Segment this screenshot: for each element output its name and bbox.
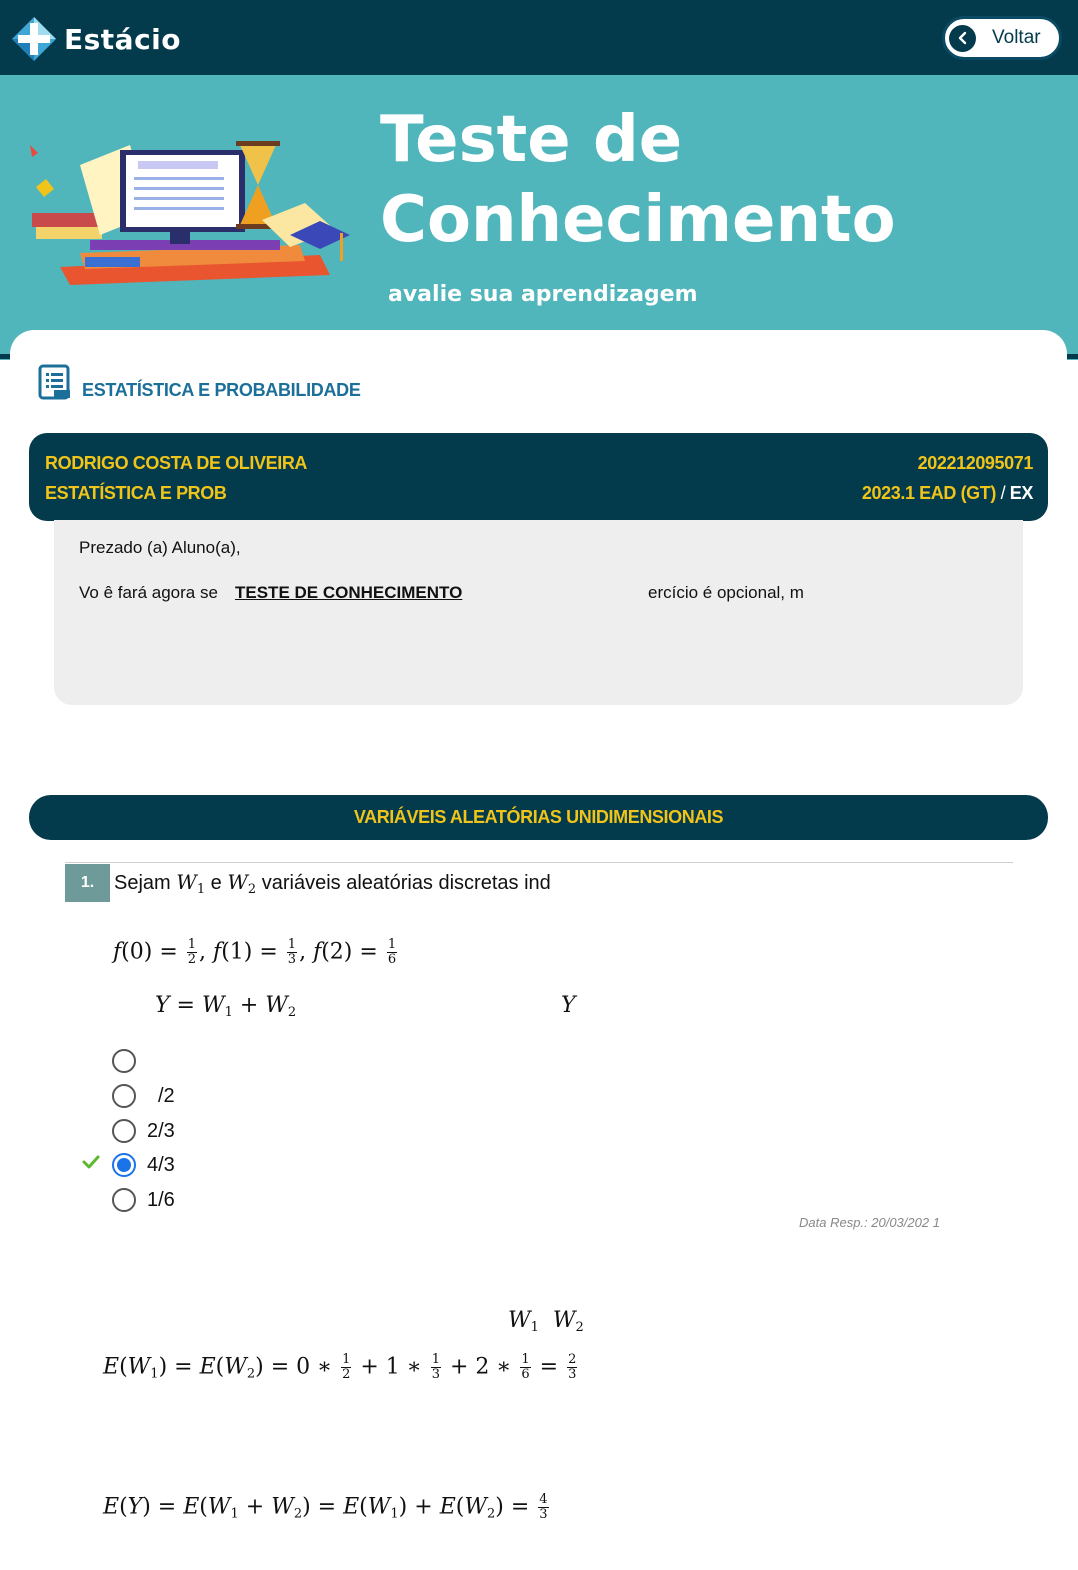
- radio-button[interactable]: [112, 1049, 136, 1073]
- hero-subtitle: avalie sua aprendizagem: [388, 282, 698, 307]
- option-label: 2/3: [147, 1119, 175, 1142]
- topic-bar: [29, 795, 1048, 840]
- stem-w2-sub: 2: [247, 882, 257, 897]
- notice-text-highlight: TESTE DE CONHECIMENTO: [235, 583, 463, 602]
- stem-var-w1: [176, 870, 206, 897]
- question-number: 1.: [65, 864, 110, 902]
- brand-logo[interactable]: [10, 15, 181, 63]
- sum-definition-formula: $Y = W_1 + W_2$: [155, 993, 297, 1020]
- student-info-box: [29, 433, 1048, 521]
- hero-title: [380, 100, 896, 260]
- back-button-label: Voltar: [992, 27, 1041, 48]
- option-label: /2: [158, 1084, 175, 1107]
- clipboard-list-icon: [38, 364, 72, 400]
- option-3[interactable]: [112, 1118, 175, 1144]
- radio-button[interactable]: [112, 1084, 136, 1108]
- class-code-yellow: 2023.1 EAD (GT): [861, 483, 996, 503]
- option-1[interactable]: [112, 1048, 147, 1074]
- class-code-white: EX: [1009, 483, 1033, 503]
- option-label: 1/6: [147, 1188, 175, 1211]
- class-code: [862, 483, 1033, 504]
- notice-text-c: ercício é opcional, m: [648, 583, 804, 602]
- stem-var-w2: [227, 870, 257, 897]
- matricula-number: 202212095071: [917, 453, 1033, 473]
- discipline-name: ESTATÍSTICA E PROB: [45, 483, 227, 503]
- stem-text-a: Sejam: [114, 872, 177, 894]
- notice-text-a: Vo ê fará agora se: [79, 583, 218, 602]
- topic-title: VARIÁVEIS ALEATÓRIAS UNIDIMENSIONAIS: [353, 807, 724, 827]
- top-bar: [0, 0, 1078, 75]
- explanation-vars: $W_1$ $W_2$: [508, 1308, 584, 1335]
- option-label: 4/3: [147, 1153, 175, 1176]
- stem-w2: W: [227, 870, 248, 894]
- variable-y: Y: [561, 993, 576, 1018]
- stem-w1-sub: 1: [196, 882, 206, 897]
- option-5[interactable]: [112, 1187, 175, 1213]
- study-illustration: [20, 135, 360, 285]
- question-divider: [65, 862, 1013, 863]
- sum-expectation-formula: $E(Y) = E(W_1 + W_2) = E(W_1) + E(W_2)$ = $\frac{4}{3}$: [103, 1492, 548, 1522]
- question-stem: [114, 870, 551, 897]
- stem-text-mid: e: [205, 872, 228, 894]
- course-title: ESTATÍSTICA E PROBABILIDADE: [82, 380, 361, 400]
- pmf-formula: f(0) = $\frac{1}{2}$ , f(1) = $\frac{1}{3}$ , f(2) = $\frac{1}{6}$: [113, 937, 397, 967]
- option-4[interactable]: [112, 1152, 175, 1178]
- expectation-formula: $E(W_1) = E(W_2) = 0$ ∗ $\frac{1}{2}$ + 1 ∗ $\frac{1}{3}$ + 2 ∗ $\frac{1}{6}$ = $\frac{2}{3}$: [103, 1352, 577, 1382]
- option-2[interactable]: [112, 1083, 175, 1109]
- stem-text-b: variáveis aleatórias discretas ind: [256, 872, 551, 894]
- notice-greeting: Prezado (a) Aluno(a),: [79, 538, 241, 557]
- hero-title-line2: Conhecimento: [380, 183, 896, 257]
- student-name: RODRIGO COSTA DE OLIVEIRA: [45, 453, 308, 473]
- chevron-left-icon: [949, 25, 976, 52]
- answer-date: Data Resp.: 20/03/202 1: [799, 1215, 940, 1230]
- back-button[interactable]: [942, 16, 1062, 60]
- radio-button[interactable]: [112, 1188, 136, 1212]
- estacio-logo-icon: [10, 15, 58, 63]
- brand-name: Estácio: [64, 22, 182, 56]
- class-code-sep: /: [995, 483, 1010, 503]
- hero-title-line1: Teste de: [380, 103, 683, 177]
- radio-button-selected[interactable]: [112, 1153, 136, 1177]
- radio-button[interactable]: [112, 1119, 136, 1143]
- checkmark-icon: [82, 1155, 100, 1169]
- stem-w1: W: [176, 870, 197, 894]
